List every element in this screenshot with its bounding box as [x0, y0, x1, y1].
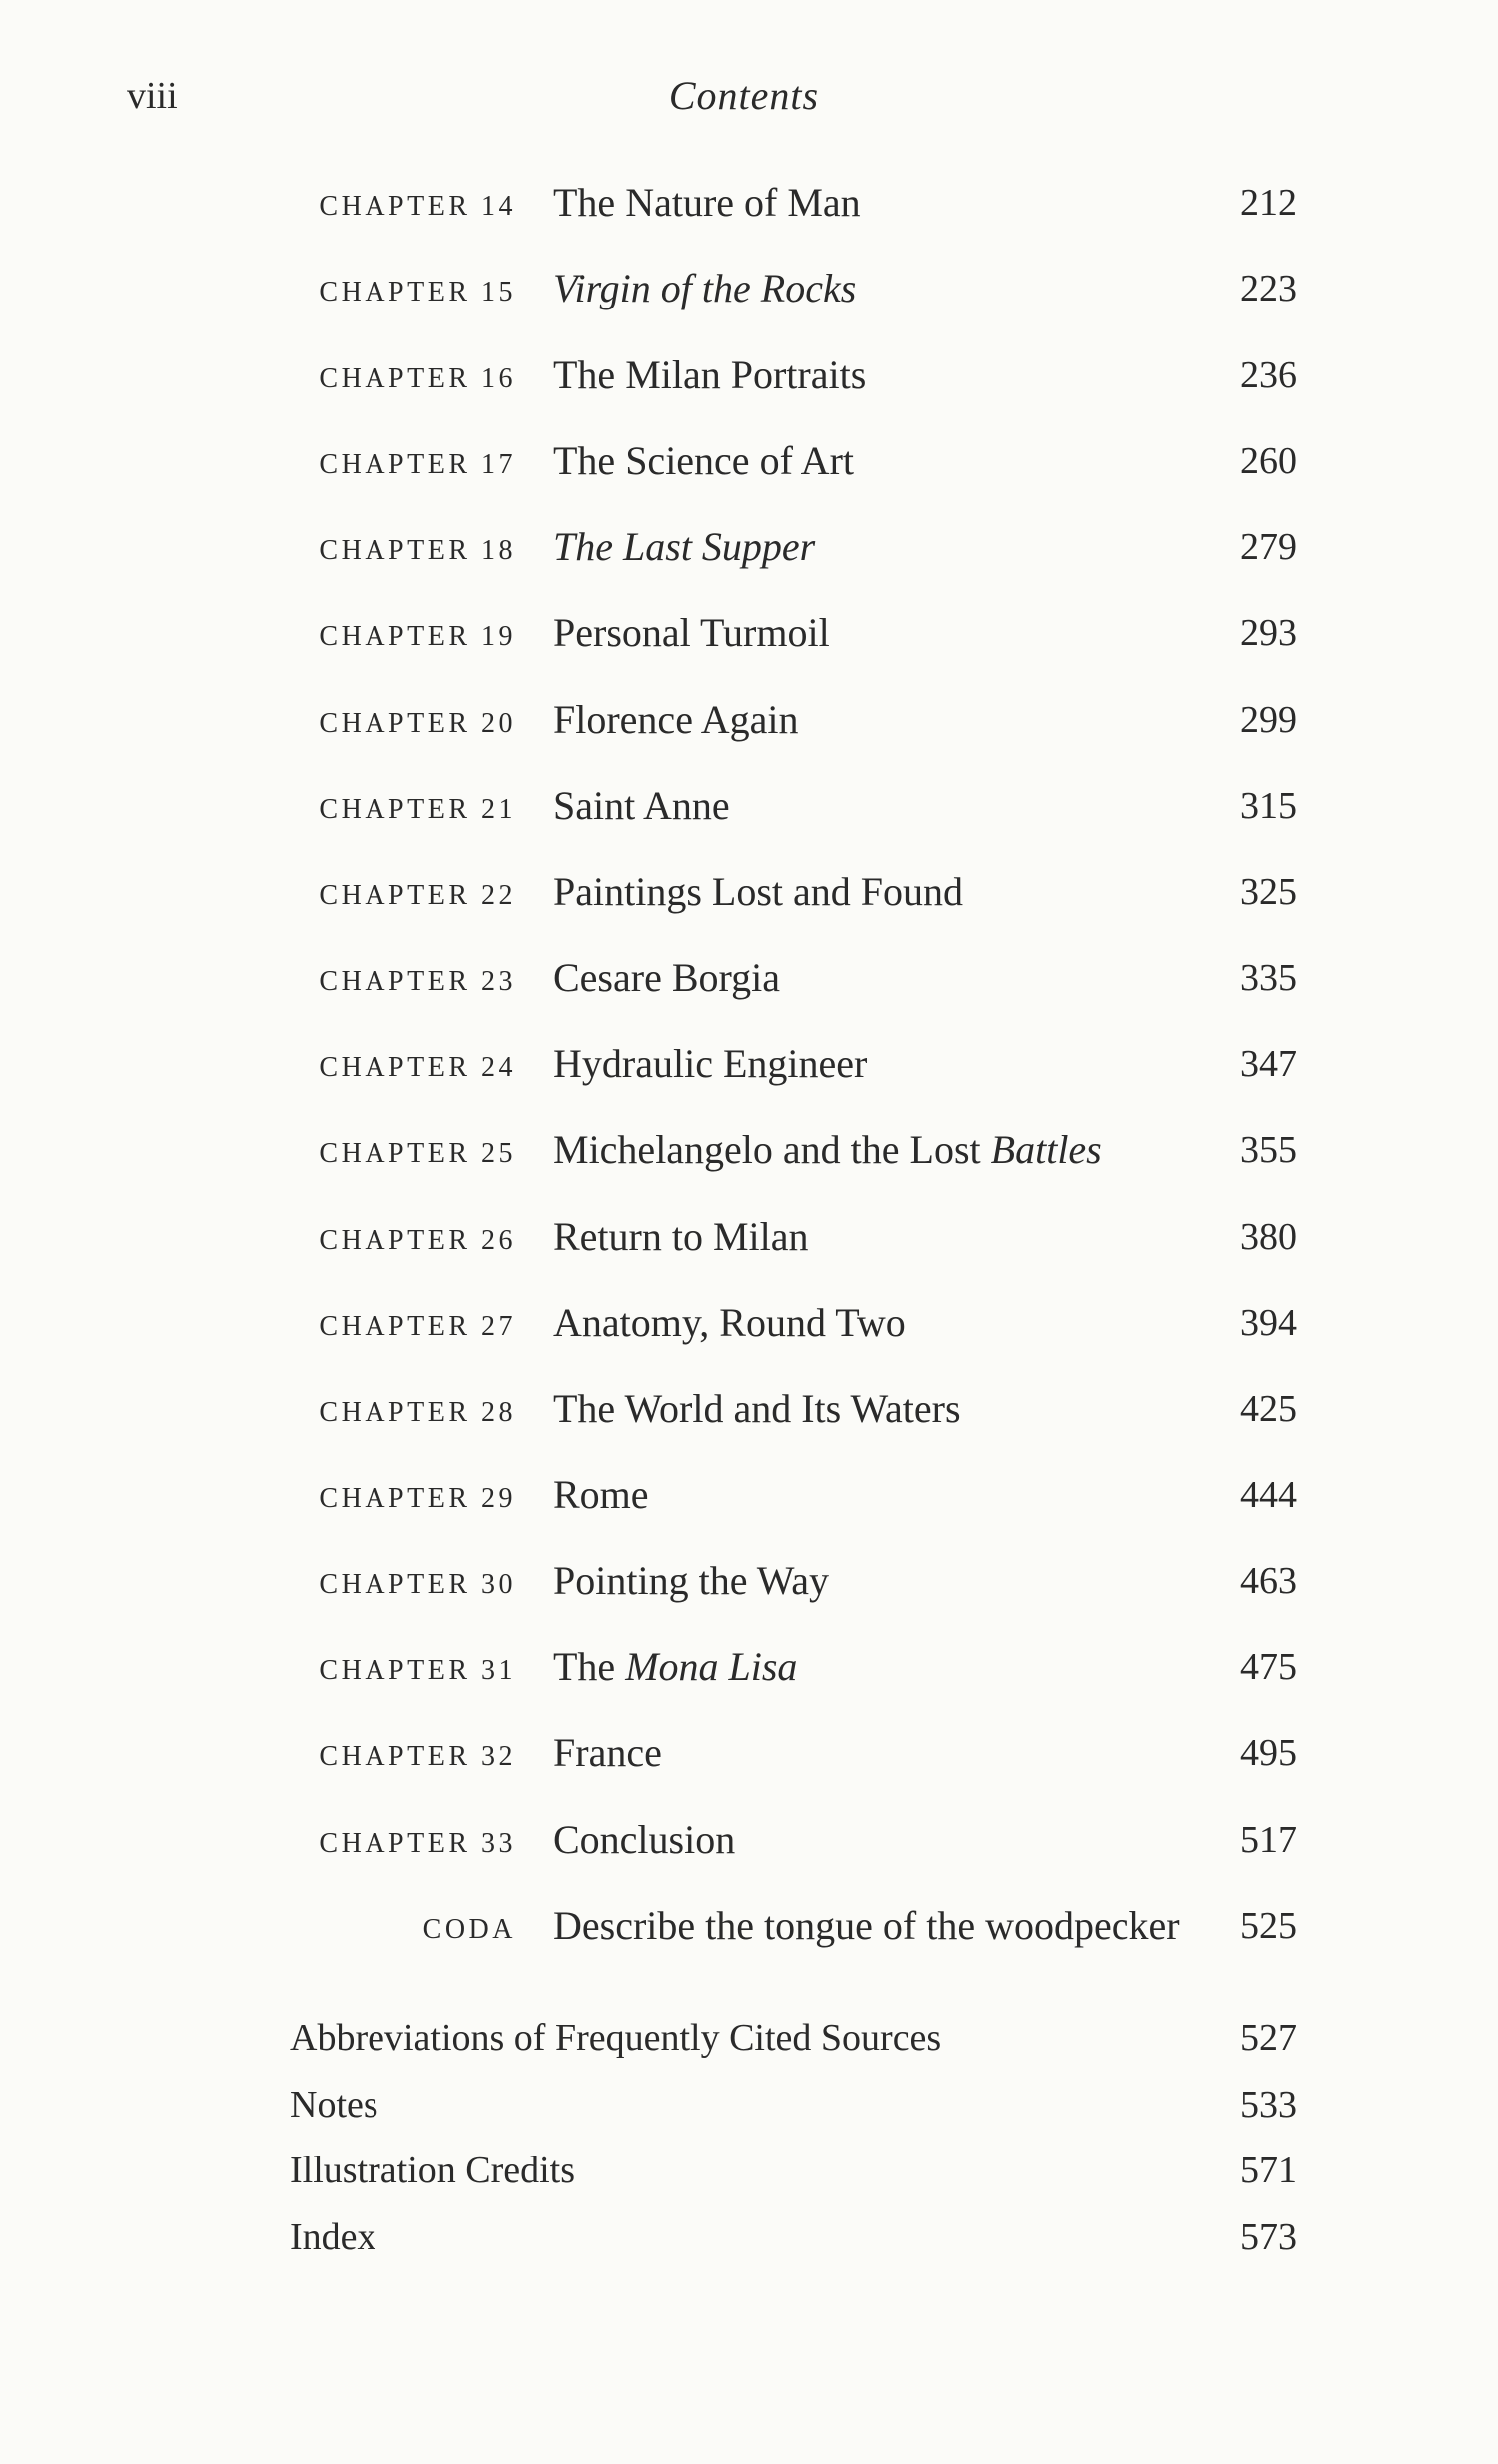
chapter-label: CODA — [422, 1913, 516, 1945]
chapter-title — [553, 1902, 1180, 1950]
toc-entry — [0, 1026, 1498, 1112]
toc-entry — [0, 509, 1498, 595]
chapter-page-number: 212 — [1240, 182, 1297, 224]
chapter-page-number: 279 — [1240, 526, 1297, 569]
chapter-title — [553, 868, 963, 916]
chapter-label: CHAPTER 25 — [319, 1138, 516, 1170]
toc-entry — [0, 1371, 1498, 1457]
toc-entry — [0, 854, 1498, 939]
title-segment: Paintings Lost and Found — [553, 869, 964, 915]
chapter-page-number: 495 — [1240, 1732, 1297, 1775]
title-segment: Anatomy, Round Two — [553, 1299, 906, 1345]
title-segment: Return to Milan — [553, 1213, 809, 1259]
toc-entry — [0, 1112, 1498, 1198]
toc-entry — [0, 251, 1498, 336]
title-segment: Pointing the Way — [553, 1557, 830, 1603]
chapter-title — [553, 1040, 867, 1088]
chapter-label: CHAPTER 28 — [319, 1397, 516, 1429]
chapter-title — [553, 1471, 649, 1519]
chapter-label: CHAPTER 29 — [319, 1483, 516, 1515]
chapter-label: CHAPTER 30 — [319, 1568, 516, 1600]
chapter-label: CHAPTER 16 — [319, 362, 516, 394]
title-segment: France — [553, 1730, 662, 1776]
chapter-page-number: 315 — [1240, 785, 1297, 828]
chapter-page-number: 444 — [1240, 1474, 1297, 1517]
title-segment: Conclusion — [553, 1816, 736, 1862]
chapter-title — [553, 1213, 809, 1261]
chapter-label: CHAPTER 27 — [319, 1310, 516, 1342]
chapter-page-number: 223 — [1240, 268, 1297, 310]
toc-entry — [0, 682, 1498, 768]
chapter-label: CHAPTER 14 — [319, 191, 516, 222]
chapter-page-number: 463 — [1240, 1559, 1297, 1602]
back-matter-page-number: 571 — [1240, 2150, 1297, 2192]
chapter-title — [553, 179, 861, 227]
title-segment: Cesare Borgia — [553, 954, 780, 1000]
back-matter-entry — [0, 2147, 1498, 2213]
chapter-page-number: 425 — [1240, 1388, 1297, 1431]
chapter-label: CHAPTER 33 — [319, 1827, 516, 1859]
toc-entry — [0, 1629, 1498, 1715]
toc-entry — [0, 1285, 1498, 1371]
chapter-title — [553, 1557, 829, 1605]
chapter-label: CHAPTER 19 — [319, 621, 516, 653]
title-segment: Michelangelo and the Lost — [553, 1127, 991, 1173]
chapter-page-number: 380 — [1240, 1215, 1297, 1258]
back-matter-entry — [0, 2081, 1498, 2148]
chapter-title — [553, 1126, 1102, 1174]
toc-entry — [0, 768, 1498, 854]
chapter-title — [553, 609, 830, 657]
chapter-page-number: 347 — [1240, 1042, 1297, 1085]
chapter-page-number: 355 — [1240, 1129, 1297, 1172]
chapter-title — [553, 265, 856, 312]
chapter-title — [553, 782, 730, 830]
chapter-title — [553, 1385, 961, 1433]
title-segment: The World and Its Waters — [553, 1386, 961, 1432]
chapter-page-number: 475 — [1240, 1646, 1297, 1689]
chapter-page-number: 325 — [1240, 871, 1297, 914]
toc-entry — [0, 165, 1498, 251]
chapter-title — [553, 696, 799, 744]
chapter-page-number: 299 — [1240, 698, 1297, 741]
toc-entry — [0, 1888, 1498, 1974]
title-italic-segment: Battles — [990, 1127, 1102, 1173]
back-matter-entry — [0, 2014, 1498, 2081]
toc-entry — [0, 1199, 1498, 1285]
chapter-label: CHAPTER 18 — [319, 535, 516, 567]
title-segment: The Nature of Man — [553, 180, 861, 225]
back-matter-title: Abbreviations of Frequently Cited Sources — [290, 2017, 942, 2059]
chapter-label: CHAPTER 22 — [319, 880, 516, 912]
chapter-label: CHAPTER 21 — [319, 794, 516, 826]
chapter-page-number: 394 — [1240, 1301, 1297, 1344]
title-segment: Describe the tongue of the woodpecker — [553, 1902, 1180, 1948]
toc-entry — [0, 595, 1498, 681]
chapter-label: CHAPTER 17 — [319, 448, 516, 480]
chapter-page-number: 335 — [1240, 956, 1297, 999]
title-segment: Personal Turmoil — [553, 610, 830, 656]
chapter-title — [553, 523, 815, 571]
chapter-title — [553, 1299, 906, 1347]
page-number: viii — [127, 75, 178, 117]
toc-entry — [0, 1543, 1498, 1629]
title-segment: Saint Anne — [553, 783, 730, 829]
back-matter-title: Notes — [290, 2083, 378, 2126]
title-italic-segment: The Last Supper — [553, 524, 816, 570]
toc-entry — [0, 1715, 1498, 1801]
chapter-title — [553, 437, 854, 485]
toc-entry — [0, 1457, 1498, 1542]
chapter-label: CHAPTER 31 — [319, 1655, 516, 1687]
back-matter-page-number: 527 — [1240, 2017, 1297, 2059]
chapter-label: CHAPTER 24 — [319, 1051, 516, 1083]
back-matter-page-number: 533 — [1240, 2083, 1297, 2126]
back-matter-title: Index — [290, 2216, 376, 2259]
chapter-title — [553, 1729, 662, 1777]
chapter-title — [553, 351, 866, 399]
title-segment: Florence Again — [553, 696, 799, 742]
title-segment: The Milan Portraits — [553, 351, 867, 397]
table-of-contents — [0, 165, 1498, 1974]
back-matter-title: Illustration Credits — [290, 2150, 576, 2192]
chapter-label: CHAPTER 26 — [319, 1224, 516, 1256]
title-segment: Hydraulic Engineer — [553, 1040, 868, 1086]
chapter-title — [553, 1816, 735, 1864]
title-italic-segment: Mona Lisa — [625, 1644, 798, 1690]
back-matter-page-number: 573 — [1240, 2216, 1297, 2259]
back-matter-entry — [0, 2213, 1498, 2280]
toc-entry — [0, 940, 1498, 1026]
toc-entry — [0, 423, 1498, 509]
running-head: Contents — [668, 73, 820, 118]
chapter-page-number: 236 — [1240, 353, 1297, 396]
toc-entry — [0, 1802, 1498, 1888]
title-italic-segment: Virgin of the Rocks — [553, 266, 857, 311]
chapter-page-number: 293 — [1240, 612, 1297, 655]
chapter-label: CHAPTER 15 — [319, 277, 516, 308]
back-matter-list — [0, 2014, 1498, 2280]
title-segment: The Science of Art — [553, 437, 854, 483]
chapter-label: CHAPTER 23 — [319, 965, 516, 997]
title-segment: Rome — [553, 1472, 649, 1518]
chapter-page-number: 260 — [1240, 439, 1297, 482]
chapter-page-number: 517 — [1240, 1818, 1297, 1861]
chapter-page-number: 525 — [1240, 1904, 1297, 1947]
chapter-label: CHAPTER 32 — [319, 1741, 516, 1773]
chapter-title — [553, 954, 780, 1002]
title-segment: The — [553, 1644, 626, 1690]
chapter-label: CHAPTER 20 — [319, 707, 516, 739]
toc-entry — [0, 337, 1498, 423]
chapter-title — [553, 1643, 797, 1691]
